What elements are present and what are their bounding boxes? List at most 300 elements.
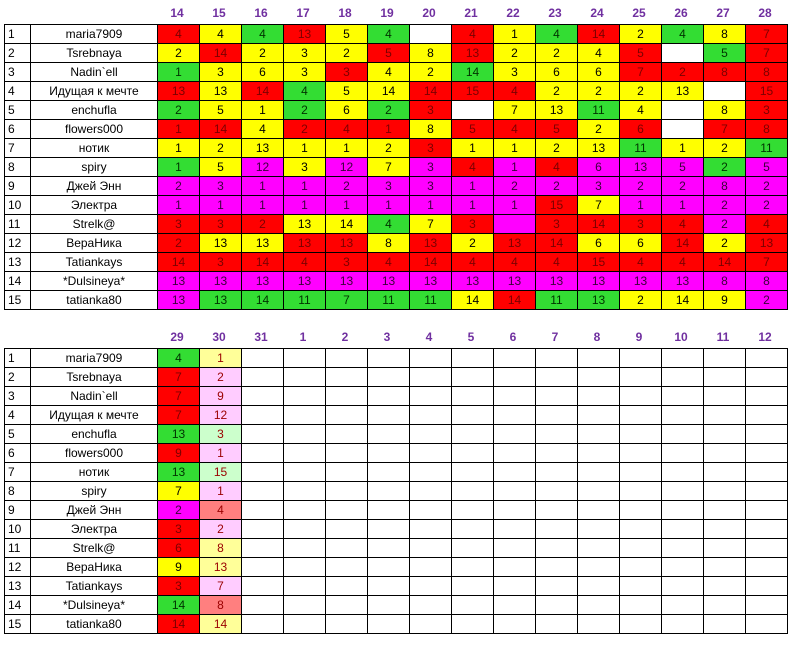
score-cell: [242, 482, 284, 501]
score-cell: 2: [704, 234, 746, 253]
score-cell: 13: [284, 215, 326, 234]
score-cell: 3: [326, 63, 368, 82]
score-cell: [578, 444, 620, 463]
score-cell: [578, 387, 620, 406]
score-cell: 9: [200, 387, 242, 406]
score-cell: [662, 558, 704, 577]
score-cell: [326, 349, 368, 368]
score-cell: 3: [410, 158, 452, 177]
table-row: [5, 615, 788, 634]
row-number: 5: [5, 425, 31, 444]
table-row: [5, 501, 788, 520]
score-cell: 1: [662, 196, 704, 215]
score-cell: 4: [368, 63, 410, 82]
row-number: 1: [5, 25, 31, 44]
row-number: 13: [5, 577, 31, 596]
score-cell: 3: [200, 177, 242, 196]
score-cell: 5: [200, 101, 242, 120]
score-cell: [746, 463, 788, 482]
score-cell: [620, 387, 662, 406]
score-cell: 4: [242, 25, 284, 44]
score-cell: 1: [158, 63, 200, 82]
player-name: tatianka80: [31, 291, 158, 310]
score-cell: [704, 615, 746, 634]
top-score-table: [4, 24, 788, 310]
score-cell: 2: [200, 520, 242, 539]
score-cell: [284, 482, 326, 501]
score-cell: [662, 520, 704, 539]
column-header: 6: [509, 330, 517, 344]
score-cell: 14: [200, 615, 242, 634]
player-name: Tsrebnaya: [31, 368, 158, 387]
score-cell: [536, 558, 578, 577]
row-number: 10: [5, 520, 31, 539]
score-cell: 1: [200, 482, 242, 501]
score-cell: [284, 387, 326, 406]
score-cell: [578, 425, 620, 444]
score-cell: 4: [620, 101, 662, 120]
row-number: 4: [5, 406, 31, 425]
score-cell: 13: [242, 234, 284, 253]
score-cell: [746, 520, 788, 539]
score-cell: [662, 406, 704, 425]
score-cell: 4: [452, 158, 494, 177]
score-cell: [410, 539, 452, 558]
score-cell: 3: [284, 44, 326, 63]
score-cell: 13: [662, 272, 704, 291]
score-cell: 14: [578, 215, 620, 234]
score-cell: 4: [200, 501, 242, 520]
score-cell: 7: [158, 406, 200, 425]
score-cell: 1: [620, 196, 662, 215]
score-cell: 5: [704, 44, 746, 63]
score-cell: 3: [410, 177, 452, 196]
score-cell: [242, 368, 284, 387]
score-cell: [704, 387, 746, 406]
score-cell: [326, 577, 368, 596]
column-header: 10: [674, 330, 688, 344]
player-name: *Dulsineya*: [31, 272, 158, 291]
player-name: Strelk@: [31, 539, 158, 558]
score-cell: 13: [410, 234, 452, 253]
score-cell: 6: [242, 63, 284, 82]
score-cell: 2: [620, 177, 662, 196]
table-row: [5, 82, 788, 101]
score-cell: 11: [746, 139, 788, 158]
score-cell: [494, 463, 536, 482]
score-cell: 9: [158, 558, 200, 577]
score-cell: [494, 444, 536, 463]
score-cell: [578, 501, 620, 520]
score-cell: 13: [158, 463, 200, 482]
score-cell: 8: [200, 596, 242, 615]
score-cell: 4: [494, 82, 536, 101]
score-cell: [536, 425, 578, 444]
score-cell: [746, 577, 788, 596]
score-cell: 5: [326, 82, 368, 101]
score-cell: [746, 501, 788, 520]
player-name: нотик: [31, 139, 158, 158]
score-cell: 6: [620, 234, 662, 253]
score-cell: 2: [200, 368, 242, 387]
row-number: 3: [5, 63, 31, 82]
table-row: [5, 196, 788, 215]
score-cell: [410, 349, 452, 368]
score-cell: [578, 596, 620, 615]
score-cell: 2: [158, 44, 200, 63]
score-cell: [368, 482, 410, 501]
score-cell: [494, 520, 536, 539]
score-cell: [368, 444, 410, 463]
player-name: Nadin`ell: [31, 387, 158, 406]
score-cell: 13: [284, 234, 326, 253]
score-cell: 14: [494, 291, 536, 310]
row-number: 4: [5, 82, 31, 101]
score-cell: 13: [284, 25, 326, 44]
player-name: Идущая к мечте: [31, 406, 158, 425]
score-cell: [452, 615, 494, 634]
column-header: 18: [338, 6, 352, 20]
score-cell: 2: [158, 234, 200, 253]
player-name: Джей Энн: [31, 177, 158, 196]
table-row: [5, 177, 788, 196]
score-cell: [662, 120, 704, 139]
score-cell: [536, 577, 578, 596]
score-cell: [284, 406, 326, 425]
score-cell: [410, 520, 452, 539]
score-cell: [746, 539, 788, 558]
score-cell: [242, 577, 284, 596]
score-cell: 13: [158, 291, 200, 310]
score-cell: 2: [746, 177, 788, 196]
score-cell: 6: [536, 63, 578, 82]
score-cell: 15: [578, 253, 620, 272]
score-cell: [578, 349, 620, 368]
score-cell: [242, 615, 284, 634]
score-cell: 1: [326, 196, 368, 215]
column-header: 24: [590, 6, 604, 20]
score-cell: [746, 406, 788, 425]
score-cell: [662, 44, 704, 63]
score-cell: 2: [452, 234, 494, 253]
score-cell: [452, 349, 494, 368]
score-cell: [326, 520, 368, 539]
score-cell: [704, 406, 746, 425]
score-cell: 1: [158, 139, 200, 158]
score-cell: 11: [410, 291, 452, 310]
score-cell: 6: [326, 101, 368, 120]
score-cell: [410, 558, 452, 577]
score-cell: [494, 349, 536, 368]
column-header: 4: [425, 330, 433, 344]
score-cell: [410, 577, 452, 596]
player-name: maria7909: [31, 25, 158, 44]
score-cell: [620, 425, 662, 444]
row-number: 9: [5, 177, 31, 196]
score-cell: 2: [494, 177, 536, 196]
score-cell: 4: [284, 253, 326, 272]
score-cell: [242, 406, 284, 425]
score-cell: 7: [494, 101, 536, 120]
score-cell: [368, 349, 410, 368]
score-cell: 2: [368, 101, 410, 120]
score-cell: [284, 463, 326, 482]
score-cell: 13: [578, 291, 620, 310]
score-cell: [410, 463, 452, 482]
score-cell: 14: [662, 234, 704, 253]
score-cell: [620, 482, 662, 501]
score-cell: [326, 368, 368, 387]
score-cell: 2: [662, 63, 704, 82]
score-cell: 8: [746, 272, 788, 291]
score-cell: 2: [578, 120, 620, 139]
score-cell: [536, 444, 578, 463]
row-number: 9: [5, 501, 31, 520]
score-cell: 2: [620, 291, 662, 310]
bottom-score-block: [4, 330, 788, 634]
score-cell: [242, 444, 284, 463]
score-cell: 14: [536, 234, 578, 253]
score-cell: 5: [368, 44, 410, 63]
score-cell: 14: [704, 253, 746, 272]
score-cell: [662, 349, 704, 368]
score-cell: 13: [326, 272, 368, 291]
score-cell: 6: [578, 234, 620, 253]
score-cell: 3: [200, 425, 242, 444]
score-cell: [536, 596, 578, 615]
score-cell: 2: [620, 25, 662, 44]
row-number: 12: [5, 234, 31, 253]
score-cell: 1: [326, 139, 368, 158]
top-score-block: [4, 6, 788, 310]
score-cell: 13: [158, 82, 200, 101]
score-cell: [662, 501, 704, 520]
score-cell: 13: [242, 139, 284, 158]
score-cell: [578, 615, 620, 634]
score-cell: [536, 539, 578, 558]
table-row: [5, 234, 788, 253]
score-cell: 6: [158, 539, 200, 558]
score-cell: [494, 596, 536, 615]
score-cell: 13: [578, 139, 620, 158]
score-cell: [578, 406, 620, 425]
score-cell: 1: [368, 120, 410, 139]
column-header: 31: [254, 330, 268, 344]
score-cell: 2: [284, 120, 326, 139]
score-cell: 3: [494, 63, 536, 82]
score-cell: [620, 463, 662, 482]
table-row: [5, 215, 788, 234]
score-cell: [452, 406, 494, 425]
player-name: Strelk@: [31, 215, 158, 234]
column-header: 29: [170, 330, 184, 344]
score-cell: [368, 463, 410, 482]
score-cell: [368, 558, 410, 577]
score-cell: [536, 387, 578, 406]
score-cell: 8: [200, 539, 242, 558]
score-cell: 1: [242, 177, 284, 196]
score-cell: [620, 539, 662, 558]
score-cell: 14: [452, 291, 494, 310]
score-cell: 12: [326, 158, 368, 177]
score-cell: 13: [662, 82, 704, 101]
score-cell: 14: [158, 596, 200, 615]
table-row: [5, 291, 788, 310]
player-name: ВераНика: [31, 558, 158, 577]
row-number: 7: [5, 139, 31, 158]
table-row: [5, 63, 788, 82]
score-cell: [284, 539, 326, 558]
score-cell: 15: [452, 82, 494, 101]
row-number: 15: [5, 615, 31, 634]
score-cell: [662, 387, 704, 406]
score-cell: 4: [158, 349, 200, 368]
row-number: 13: [5, 253, 31, 272]
score-cell: 2: [158, 101, 200, 120]
score-cell: [368, 596, 410, 615]
score-cell: [662, 596, 704, 615]
score-cell: [746, 558, 788, 577]
score-cell: 1: [284, 196, 326, 215]
score-cell: [620, 615, 662, 634]
table-row: [5, 158, 788, 177]
score-cell: 1: [242, 101, 284, 120]
score-cell: 7: [746, 253, 788, 272]
score-cell: 4: [368, 215, 410, 234]
score-cell: [536, 615, 578, 634]
score-cell: 13: [536, 101, 578, 120]
score-cell: 6: [620, 120, 662, 139]
score-cell: 13: [200, 82, 242, 101]
score-cell: [620, 596, 662, 615]
column-header: 17: [296, 6, 310, 20]
score-cell: 4: [494, 120, 536, 139]
score-cell: 8: [704, 25, 746, 44]
player-name: maria7909: [31, 349, 158, 368]
score-cell: [494, 368, 536, 387]
score-cell: 13: [536, 272, 578, 291]
score-cell: [368, 539, 410, 558]
score-cell: 14: [158, 253, 200, 272]
score-cell: [452, 539, 494, 558]
row-number: 6: [5, 444, 31, 463]
score-cell: 2: [536, 177, 578, 196]
column-header: 11: [716, 330, 730, 344]
score-cell: [284, 596, 326, 615]
score-cell: 4: [620, 253, 662, 272]
score-cell: [368, 615, 410, 634]
score-cell: 7: [410, 215, 452, 234]
score-cell: 1: [158, 120, 200, 139]
score-cell: 8: [410, 44, 452, 63]
score-cell: 2: [242, 215, 284, 234]
score-cell: 1: [158, 196, 200, 215]
player-name: Nadin`ell: [31, 63, 158, 82]
table-row: [5, 520, 788, 539]
score-cell: [242, 558, 284, 577]
score-cell: 7: [746, 44, 788, 63]
score-cell: [452, 482, 494, 501]
score-cell: [452, 596, 494, 615]
player-name: enchufla: [31, 425, 158, 444]
score-cell: 3: [326, 253, 368, 272]
score-cell: [746, 349, 788, 368]
score-cell: 6: [578, 63, 620, 82]
score-cell: 14: [200, 44, 242, 63]
score-cell: [284, 425, 326, 444]
score-cell: 4: [536, 253, 578, 272]
score-cell: 4: [746, 215, 788, 234]
score-cell: 2: [326, 44, 368, 63]
score-cell: [452, 501, 494, 520]
score-cell: [536, 482, 578, 501]
score-cell: 3: [200, 253, 242, 272]
table-row: [5, 463, 788, 482]
score-cell: [620, 558, 662, 577]
score-cell: 13: [200, 291, 242, 310]
score-cell: 2: [704, 158, 746, 177]
score-cell: [578, 463, 620, 482]
score-cell: 3: [620, 215, 662, 234]
score-cell: 4: [494, 253, 536, 272]
score-cell: 9: [158, 444, 200, 463]
score-cell: [662, 444, 704, 463]
score-cell: [662, 615, 704, 634]
table-row: [5, 272, 788, 291]
score-cell: [284, 368, 326, 387]
score-cell: 15: [200, 463, 242, 482]
score-cell: 4: [536, 25, 578, 44]
score-cell: 1: [200, 196, 242, 215]
score-cell: 5: [536, 120, 578, 139]
score-cell: [452, 368, 494, 387]
score-cell: 14: [368, 82, 410, 101]
score-cell: [578, 577, 620, 596]
row-number: 6: [5, 120, 31, 139]
score-cell: [452, 577, 494, 596]
score-cell: [326, 482, 368, 501]
score-cell: 14: [410, 253, 452, 272]
score-cell: 1: [242, 196, 284, 215]
score-cell: [326, 387, 368, 406]
score-cell: 3: [158, 215, 200, 234]
score-cell: 14: [410, 82, 452, 101]
score-cell: 11: [284, 291, 326, 310]
score-cell: [326, 444, 368, 463]
score-cell: 7: [746, 25, 788, 44]
score-cell: [410, 444, 452, 463]
score-cell: 4: [200, 25, 242, 44]
table-row: [5, 406, 788, 425]
score-cell: [704, 596, 746, 615]
score-cell: 1: [200, 349, 242, 368]
score-cell: [704, 82, 746, 101]
score-cell: [746, 425, 788, 444]
score-cell: 2: [536, 44, 578, 63]
score-cell: 2: [536, 139, 578, 158]
score-cell: 13: [494, 234, 536, 253]
score-cell: [662, 425, 704, 444]
score-cell: 7: [704, 120, 746, 139]
score-cell: [746, 444, 788, 463]
player-name: flowers000: [31, 444, 158, 463]
score-cell: 4: [326, 120, 368, 139]
score-cell: [242, 349, 284, 368]
score-cell: 3: [578, 177, 620, 196]
column-header: 22: [506, 6, 520, 20]
score-cell: [704, 368, 746, 387]
score-cell: [578, 368, 620, 387]
